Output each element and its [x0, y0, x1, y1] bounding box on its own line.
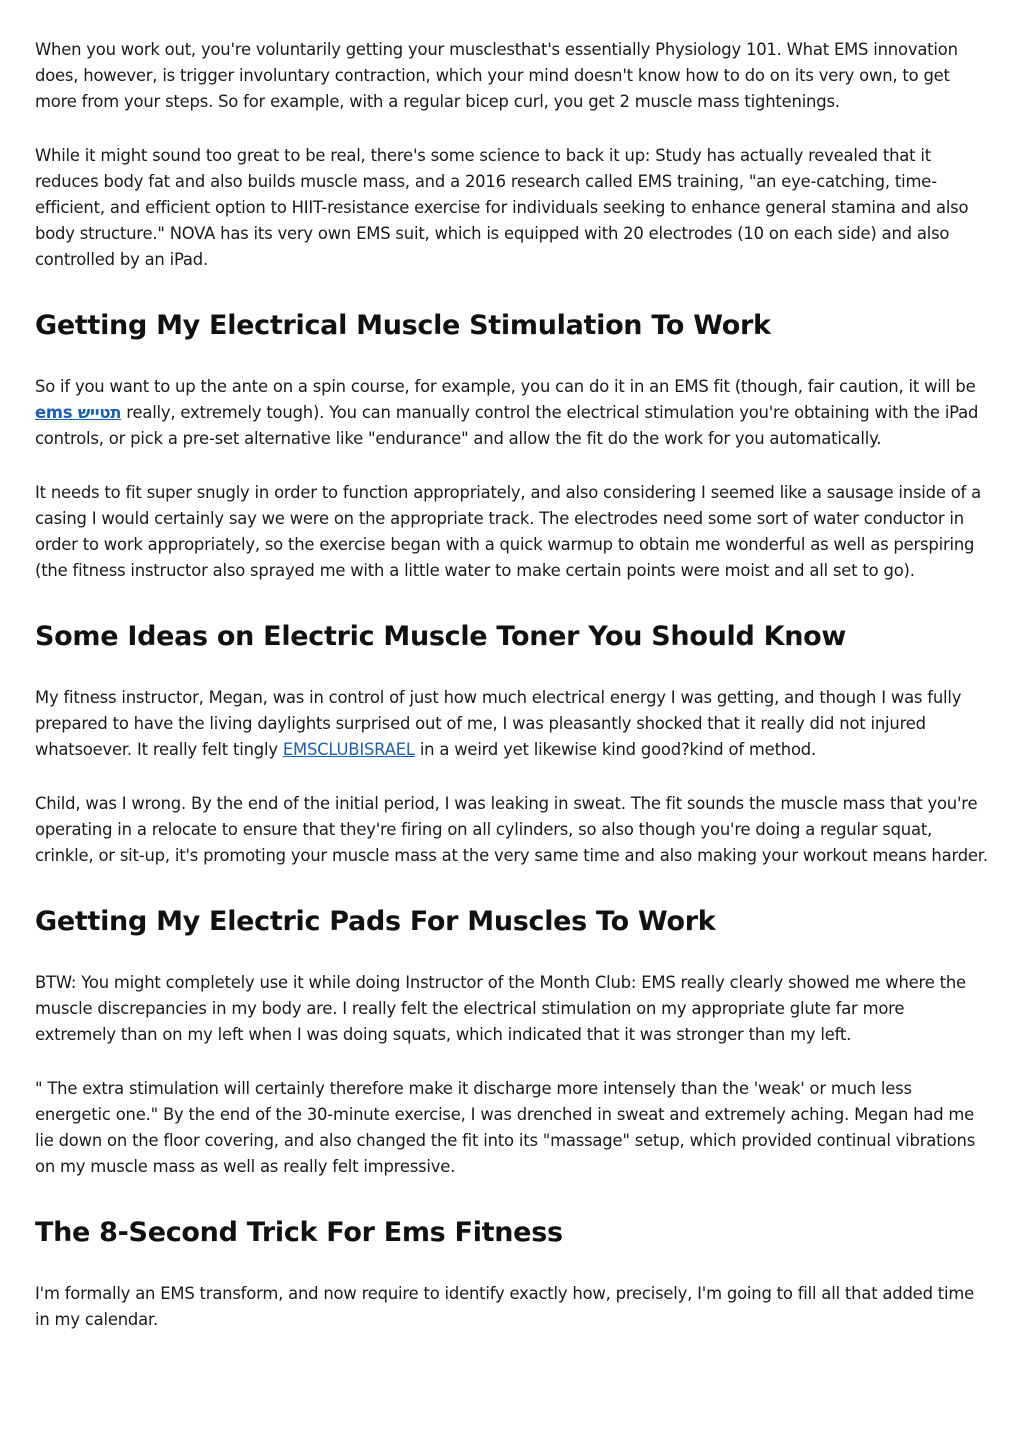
- paragraph: When you work out, you're voluntarily getting your musclesthat's essentially Physiology 101. What EMS innovation does, however, is trigger involuntary contraction, which your mind doesn't know how to do on its very own, to get more from your steps. So for example, with a regular bicep curl, you get 2 muscle mass tightenings.: [35, 40, 958, 111]
- paragraph: BTW: You might completely use it while doing Instructor of the Month Club: EMS really clearly showed me where the muscle discrepancies in my body are. I really felt the electrical stimulation on my appropriate glute far more extremely than on my left when I was doing squats, which indicated that it was stronger than my left.: [35, 973, 966, 1044]
- paragraph-text: really, extremely tough). You can manually control the electrical stimulation you're obtaining with the iPad controls, or pick a pre-set alternative like "endurance" and allow the fit do the work for you automatically.: [35, 403, 979, 448]
- paragraph: [35, 685, 988, 763]
- emsclubisrael-link[interactable]: EMSCLUBISRAEL: [282, 740, 415, 759]
- paragraph-text: So if you want to up the ante on a spin course, for example, you can do it in an EMS fit (though, fair caution, it will be: [35, 377, 976, 396]
- section-heading: Getting My Electric Pads For Muscles To Work: [35, 906, 716, 937]
- paragraph: [35, 374, 988, 452]
- section-heading: Some Ideas on Electric Muscle Toner You Should Know: [35, 621, 847, 652]
- paragraph-text: in a weird yet likewise kind good?kind of method.: [414, 740, 817, 759]
- paragraph: I'm formally an EMS transform, and now require to identify exactly how, precisely, I'm going to fill all that added time in my calendar.: [35, 1284, 975, 1329]
- section-heading: The 8-Second Trick For Ems Fitness: [35, 1217, 563, 1248]
- ems-link[interactable]: תטייש ems: [35, 403, 122, 422]
- section-heading: Getting My Electrical Muscle Stimulation To Work: [35, 310, 771, 341]
- paragraph: Child, was I wrong. By the end of the initial period, I was leaking in sweat. The fit sounds the muscle mass that you're operating in a relocate to ensure that they're firing on all cylinders, so also though you're doing a regular squat, crinkle, or sit-up, it's promoting your muscle mass at the very same time and also making your workout means harder.: [35, 794, 988, 865]
- paragraph-text: My fitness instructor, Megan, was in control of just how much electrical energy I was getting, and though I was fully prepared to have the living daylights surprised out of me, I was pleasantly shocked that it really did not injured whatsoever. It really felt tingly: [35, 688, 962, 759]
- paragraph: It needs to fit super snugly in order to function appropriately, and also considering I seemed like a sausage inside of a casing I would certainly say we were on the appropriate track. The electrodes need some sort of water conductor in order to work appropriately, so the exercise began with a quick warmup to obtain me wonderful as well as perspiring (the fitness instructor also sprayed me with a little water to make certain points were moist and all set to go).: [35, 483, 981, 580]
- paragraph: While it might sound too great to be real, there's some science to back it up: Study has actually revealed that it reduces body fat and also builds muscle mass, and a 2016 research called EMS training, "an eye-catching, time-efficient, and efficient option to HIIT-resistance exercise for individuals seeking to enhance general stamina and also body structure." NOVA has its very own EMS suit, which is equipped with 20 electrodes (10 on each side) and also controlled by an iPad.: [35, 146, 969, 269]
- paragraph: " The extra stimulation will certainly therefore make it discharge more intensely than the 'weak' or much less energetic one." By the end of the 30-minute exercise, I was drenched in sweat and extremely aching. Megan had me lie down on the floor covering, and also changed the fit into its "massage" setup, which provided continual vibrations on my muscle mass as well as really felt impressive.: [35, 1079, 976, 1176]
